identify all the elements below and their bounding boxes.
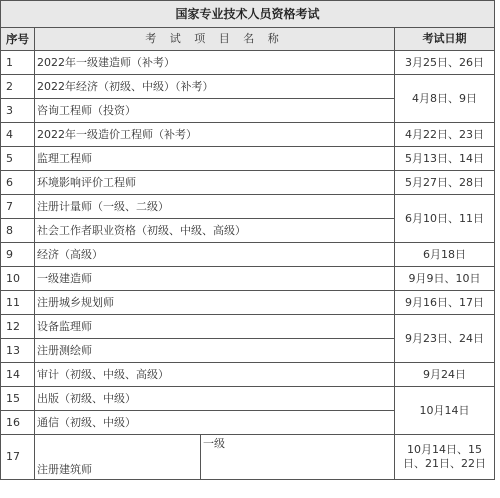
row-item: 注册计量师（一级、二级） bbox=[35, 195, 395, 219]
table-row bbox=[1, 267, 495, 291]
table-row bbox=[1, 123, 495, 147]
row-item: 2022年经济（初级、中级）（补考） bbox=[35, 75, 395, 99]
row-item: 注册城乡规划师 bbox=[35, 291, 395, 315]
row-item: 咨询工程师（投资） bbox=[35, 99, 395, 123]
row-item: 2022年一级造价工程师（补考） bbox=[35, 123, 395, 147]
row-no: 13 bbox=[1, 339, 35, 363]
row-item: 2022年一级建造师（补考） bbox=[35, 51, 395, 75]
row-item: 注册建筑师 bbox=[35, 435, 201, 480]
table-row bbox=[1, 243, 495, 267]
row-date: 5月27日、28日 bbox=[395, 171, 495, 195]
row-subitem: 一级 bbox=[201, 435, 395, 480]
row-no: 7 bbox=[1, 195, 35, 219]
row-no: 3 bbox=[1, 99, 35, 123]
row-date: 6月10日、11日 bbox=[395, 195, 495, 243]
table-row bbox=[1, 51, 495, 75]
row-no: 10 bbox=[1, 267, 35, 291]
row-date: 9月23日、24日 bbox=[395, 315, 495, 363]
table-row bbox=[1, 435, 495, 480]
table-row bbox=[1, 315, 495, 339]
row-no: 6 bbox=[1, 171, 35, 195]
row-item: 注册测绘师 bbox=[35, 339, 395, 363]
row-date: 9月9日、10日 bbox=[395, 267, 495, 291]
row-item: 设备监理师 bbox=[35, 315, 395, 339]
row-no: 5 bbox=[1, 147, 35, 171]
row-no: 9 bbox=[1, 243, 35, 267]
title-row bbox=[1, 1, 495, 28]
row-item: 审计（初级、中级、高级） bbox=[35, 363, 395, 387]
header-item: 考 试 项 目 名 称 bbox=[35, 28, 395, 51]
row-item: 通信（初级、中级） bbox=[35, 411, 395, 435]
row-date: 3月25日、26日 bbox=[395, 51, 495, 75]
row-date: 5月13日、14日 bbox=[395, 147, 495, 171]
row-no: 8 bbox=[1, 219, 35, 243]
table-row bbox=[1, 363, 495, 387]
table-row bbox=[1, 147, 495, 171]
row-item: 经济（高级） bbox=[35, 243, 395, 267]
table-title: 国家专业技术人员资格考试 bbox=[1, 1, 495, 28]
header-row bbox=[1, 28, 495, 51]
row-no: 1 bbox=[1, 51, 35, 75]
row-no: 11 bbox=[1, 291, 35, 315]
row-item: 监理工程师 bbox=[35, 147, 395, 171]
table-row bbox=[1, 171, 495, 195]
row-date: 6月18日 bbox=[395, 243, 495, 267]
row-no: 15 bbox=[1, 387, 35, 411]
row-no: 12 bbox=[1, 315, 35, 339]
row-no: 17 bbox=[1, 435, 35, 480]
row-date: 4月8日、9日 bbox=[395, 75, 495, 123]
row-date: 10月14日、15日、21日、22日 bbox=[395, 435, 495, 480]
row-item: 环境影响评价工程师 bbox=[35, 171, 395, 195]
row-date: 9月24日 bbox=[395, 363, 495, 387]
table-row bbox=[1, 195, 495, 219]
row-no: 2 bbox=[1, 75, 35, 99]
row-item: 一级建造师 bbox=[35, 267, 395, 291]
row-item: 出版（初级、中级） bbox=[35, 387, 395, 411]
row-item: 社会工作者职业资格（初级、中级、高级） bbox=[35, 219, 395, 243]
header-date: 考试日期 bbox=[395, 28, 495, 51]
table-row bbox=[1, 291, 495, 315]
row-no: 4 bbox=[1, 123, 35, 147]
table-row bbox=[1, 387, 495, 411]
row-no: 16 bbox=[1, 411, 35, 435]
row-no: 14 bbox=[1, 363, 35, 387]
table-row bbox=[1, 75, 495, 99]
row-date: 10月14日 bbox=[395, 387, 495, 435]
header-no: 序号 bbox=[1, 28, 35, 51]
row-date: 4月22日、23日 bbox=[395, 123, 495, 147]
row-date: 9月16日、17日 bbox=[395, 291, 495, 315]
